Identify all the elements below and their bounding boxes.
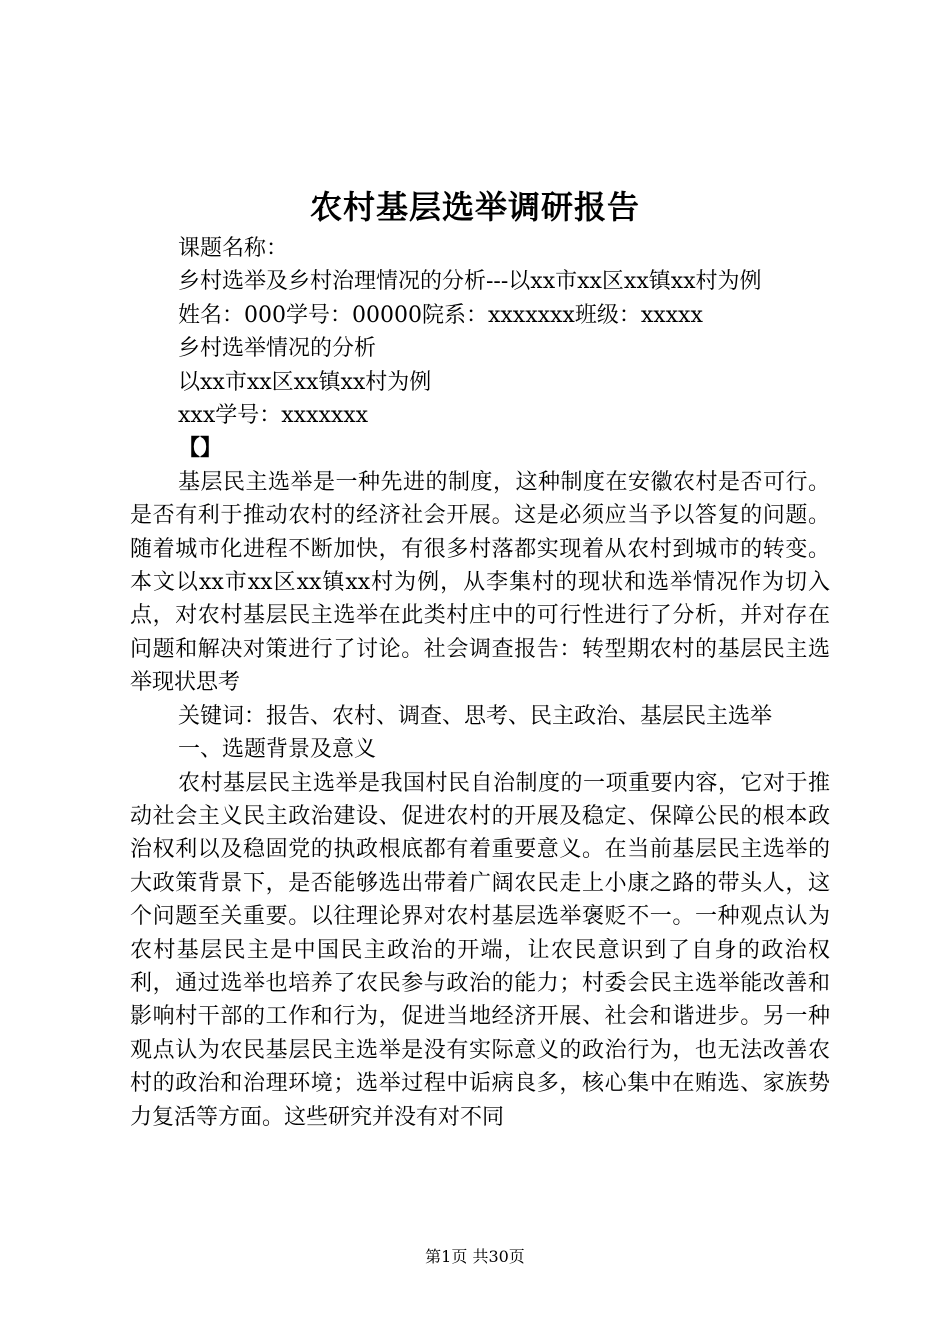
page-footer: 第1页 共30页: [425, 1247, 525, 1266]
topic-label: 课题名称：: [178, 236, 289, 261]
subtitle-example: 以xx市xx区xx镇xx村为例: [178, 369, 432, 395]
keywords-paragraph: 关键词：报告、农村、调查、思考、民主政治、基层民主选举: [178, 703, 773, 729]
topic-name: 乡村选举及乡村治理情况的分析---以xx市xx区xx镇xx村为例: [178, 269, 762, 295]
author-id: xxx学号：xxxxxxx: [178, 403, 369, 429]
student-info: 姓名：000学号：00000院系：xxxxxxx班级：xxxxx: [178, 302, 703, 328]
body-paragraph: 农村基层民主选举是我国村民自治制度的一项重要内容，它对于推动社会主义民主政治建设、促进农村的开展及稳定、保障公民的根本政治权利以及稳固党的执政根底都有着重要意义。在当前基层民主选举的大政策背景下，是否能够选出带着广阔农民走上小康之路的带头人，这个问题至关重要。以往理论界对农村基层选举褒贬不一。一种观点认为农村基层民主是中国民主政治的开端，让农民意识到了自身的政治权利，通过选举也培养了农民参与政治的能力；村委会民主选举能改善和影响村干部的工作和行为，促进当地经济开展、社会和谐进步。另一种观点认为农民基层民主选举是没有实际意义的政治行为，也无法改善农村的政治和治理环境；选举过程中诟病良多，核心集中在贿选、家族势力复活等方面。这些研究并没有对不同: [130, 770, 830, 1130]
abstract-heading: 【】: [178, 435, 223, 462]
abstract-paragraph: 基层民主选举是一种先进的制度，这种制度在安徽农村是否可行。是否有利于推动农村的经济社会开展。这是必须应当予以答复的问题。随着城市化进程不断加快，有很多村落都实现着从农村到城市的转变。本文以xx市xx区xx镇xx村为例，从李集村的现状和选举情况作为切入点，对农村基层民主选举在此类村庄中的可行性进行了分析，并对存在问题和解决对策进行了讨论。社会调查报告：转型期农村的基层民主选举现状思考: [130, 469, 830, 696]
subtitle: 乡村选举情况的分析: [178, 336, 377, 362]
document-title: 农村基层选举调研报告: [309, 188, 640, 226]
document-body: [130, 232, 830, 1134]
section-heading: 一、选题背景及意义: [178, 737, 377, 763]
